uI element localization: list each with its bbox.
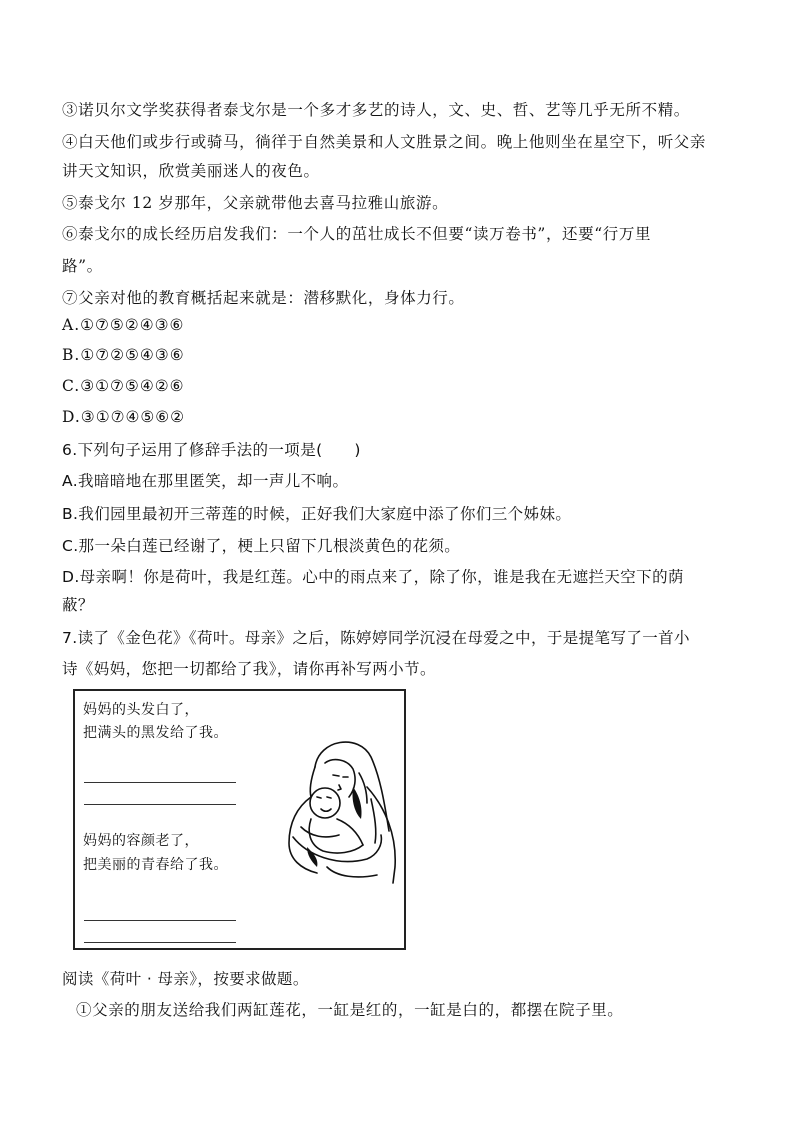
- blank-line-1[interactable]: [84, 782, 236, 783]
- sentence-6: ⑥泰戈尔的成长经历启发我们：一个人的茁壮成长不但要“读万卷书”，还要“行万里: [62, 225, 652, 243]
- poem-line-1: 妈妈的头发白了，: [83, 702, 199, 718]
- reading-paragraph-1: ①父亲的朋友送给我们两缸莲花，一缸是红的，一缸是白的，都摆在院子里。: [76, 1001, 624, 1019]
- sentence-6-cont: 路”。: [62, 257, 103, 275]
- q6-option-d-cont: 蔽？: [62, 596, 94, 614]
- q6-option-a: A.我暗暗地在那里匿笑，却一声儿不响。: [62, 472, 349, 490]
- sentence-7: ⑦父亲对他的教育概括起来就是：潜移默化，身体力行。: [62, 289, 465, 307]
- q5-option-a: A.①⑦⑤②④③⑥: [62, 316, 185, 334]
- poem-line-2: 把满头的黑发给了我。: [83, 725, 228, 741]
- sentence-4: ④白天他们或步行或骑马，徜徉于自然美景和人文胜景之间。晚上他则坐在星空下，听父亲: [62, 133, 707, 151]
- mother-face: [325, 760, 355, 797]
- q7-stem-cont: 诗《妈妈，您把一切都给了我》，请你再补写两小节。: [62, 660, 436, 678]
- child-head: [310, 788, 340, 818]
- poem-line-4: 把美丽的青春给了我。: [83, 857, 228, 873]
- q6-stem: 6.下列句子运用了修辞手法的一项是( ): [62, 441, 361, 459]
- q5-option-d: D.③①⑦④⑤⑥②: [62, 408, 186, 426]
- mother-child-illustration: [267, 727, 407, 887]
- sentence-5: ⑤泰戈尔 12 岁那年，父亲就带他去喜马拉雅山旅游。: [62, 194, 449, 212]
- q7-stem: 7.读了《金色花》《荷叶。母亲》之后，陈婷婷同学沉浸在母爱之中，于是提笔写了一首小: [62, 629, 690, 647]
- q6-option-c: C.那一朵白莲已经谢了，梗上只留下几根淡黄色的花须。: [62, 537, 461, 555]
- q5-option-b: B.①⑦②⑤④③⑥: [62, 346, 185, 364]
- sentence-3: ③诺贝尔文学奖获得者泰戈尔是一个多才多艺的诗人，文、史、哲、艺等几乎无所不精。: [62, 101, 690, 119]
- poem-line-3: 妈妈的容颜老了，: [83, 833, 199, 849]
- q6-option-b: B.我们园里最初开三蒂莲的时候，正好我们大家庭中添了你们三个姊妹。: [62, 505, 572, 523]
- q6-option-d: D.母亲啊！你是荷叶，我是红莲。心中的雨点来了，除了你，谁是我在无遮拦天空下的荫: [62, 568, 684, 586]
- sentence-4-cont: 讲天文知识，欣赏美丽迷人的夜色。: [62, 162, 320, 180]
- q5-option-c: C.③①⑦⑤④②⑥: [62, 377, 185, 395]
- reading-intro: 阅读《荷叶 · 母亲》，按要求做题。: [62, 970, 309, 988]
- poem-box: [73, 689, 406, 950]
- blank-line-3[interactable]: [84, 920, 236, 921]
- blank-line-4[interactable]: [84, 942, 236, 943]
- blank-line-2[interactable]: [84, 804, 236, 805]
